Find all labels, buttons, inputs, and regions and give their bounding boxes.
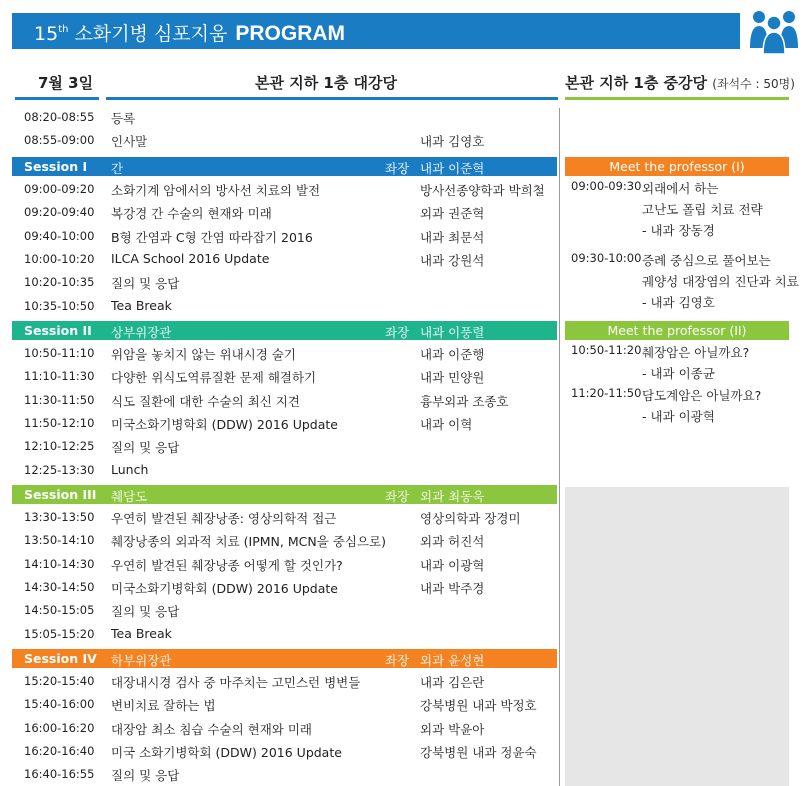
speaker: 방사선종양학과 박희철	[420, 183, 545, 198]
side-hall-underline	[565, 97, 789, 100]
time-slot: 10:35-10:50	[24, 298, 95, 313]
session-chair: 외과 윤성현	[420, 653, 485, 668]
speaker: 외과 박윤아	[420, 721, 485, 737]
talk-title: B형 간염과 C형 간염 따라잡기 2016	[111, 229, 313, 245]
talk-title: 변비치료 잘하는 법	[111, 698, 216, 714]
schedule-row	[12, 295, 557, 318]
time-slot: 16:40-16:55	[24, 767, 95, 782]
time-slot: 16:20-16:40	[24, 743, 95, 758]
talk-title: 등록	[111, 111, 136, 126]
schedule-row	[12, 365, 557, 388]
talk-title: 미국소화기병학회 (DDW) 2016 Update	[111, 416, 338, 432]
side-item-text: 증례 중심으로 풀어보는	[642, 253, 771, 268]
time-slot: 09:20-09:40	[24, 205, 95, 220]
speaker: 강북병원 내과 정윤숙	[420, 744, 537, 760]
time-slot: 09:30-10:00	[571, 251, 642, 265]
speaker: 내과 최문석	[420, 229, 485, 245]
speaker: 내과 김영호	[420, 134, 485, 150]
time-slot: 10:50-11:20	[571, 343, 642, 357]
program-label: PROGRAM	[235, 22, 346, 45]
session-name: Session IV	[24, 651, 97, 666]
session-title: 상부위장관	[111, 325, 172, 340]
side-hall-capacity: (좌석수 : 50명)	[712, 77, 795, 91]
time-slot: 14:50-15:05	[24, 603, 95, 618]
session-header	[12, 321, 557, 340]
speaker: 내과 이준행	[420, 347, 485, 362]
date-underline	[15, 97, 99, 100]
side-item-text: 담도계암은 아닐까요?	[642, 388, 762, 403]
speaker: 내과 박주경	[420, 580, 485, 596]
time-slot: 11:30-11:50	[24, 392, 95, 407]
talk-title: 질의 및 응답	[111, 768, 180, 784]
date-header: 7월 3일	[38, 74, 94, 92]
speaker: 내과 강원석	[420, 252, 485, 268]
talk-title: 인사말	[111, 134, 148, 150]
speaker: 내과 이광혁	[420, 557, 485, 573]
schedule-row	[12, 435, 557, 458]
time-slot: 16:00-16:20	[24, 720, 95, 735]
speaker: 흉부외과 조종호	[420, 393, 509, 409]
time-slot: 12:25-13:30	[24, 462, 95, 477]
schedule-row	[12, 106, 557, 129]
schedule-row	[12, 459, 557, 482]
main-hall-underline	[106, 97, 558, 100]
session-chair: 내과 이준혁	[420, 161, 485, 176]
schedule-row	[12, 342, 557, 365]
talk-title: Tea Break	[111, 297, 172, 313]
session-chair: 내과 이풍렬	[420, 325, 485, 340]
talk-title: 우연히 발견된 췌장낭종 어떻게 할 것인가?	[111, 557, 343, 573]
speaker: 강북병원 내과 박정호	[420, 698, 537, 714]
schedule-row	[12, 506, 557, 529]
speaker: 외과 권준혁	[420, 206, 485, 222]
schedule-row	[12, 529, 557, 552]
title-suffix: th	[58, 24, 69, 35]
schedule-row	[12, 576, 557, 599]
schedule-row	[12, 553, 557, 576]
title-text: 소화기병 심포지움	[68, 23, 228, 45]
side-item-text: 고난도 폴립 치료 전략	[642, 202, 763, 217]
schedule-row	[12, 225, 557, 248]
schedule-row	[12, 201, 557, 224]
schedule-row	[12, 670, 557, 693]
schedule-row	[12, 740, 557, 763]
speaker: 내과 이혁	[420, 416, 473, 432]
talk-title: 다양한 위식도역류질환 문제 해결하기	[111, 370, 317, 386]
schedule-row	[12, 693, 557, 716]
schedule-row	[12, 389, 557, 412]
chair-label: 좌장	[385, 161, 410, 176]
time-slot: 11:50-12:10	[24, 415, 95, 430]
talk-title: 우연히 발견된 췌장낭종: 영상의학적 접근	[111, 511, 337, 526]
meet-professor-header: Meet the professor (II)	[565, 321, 789, 340]
chair-label: 좌장	[385, 489, 410, 504]
talk-title: Lunch	[111, 461, 149, 477]
side-item-text: - 내과 이광혁	[642, 409, 715, 424]
meet-professor-header: Meet the professor (I)	[565, 157, 789, 176]
program-banner	[12, 13, 740, 49]
time-slot: 14:10-14:30	[24, 556, 95, 571]
side-hall-header	[565, 72, 795, 93]
schedule-row	[12, 717, 557, 740]
time-slot: 12:10-12:25	[24, 439, 95, 454]
speaker: 내과 김은란	[420, 675, 485, 690]
main-hall-header: 본관 지하 1층 대강당	[255, 74, 398, 92]
chair-label: 좌장	[385, 653, 410, 668]
time-slot: 14:30-14:50	[24, 579, 95, 594]
time-slot: 08:20-08:55	[24, 110, 95, 124]
talk-title: ILCA School 2016 Update	[111, 250, 270, 266]
time-slot: 10:00-10:20	[24, 251, 95, 266]
speaker: 내과 민양원	[420, 370, 485, 386]
session-header	[12, 649, 557, 668]
talk-title: 질의 및 응답	[111, 276, 180, 292]
time-slot: 13:50-14:10	[24, 533, 95, 548]
talk-title: 대장암 최소 침습 수술의 현재와 미래	[111, 721, 312, 737]
side-item-text: - 내과 장동경	[642, 223, 715, 238]
talk-title: 질의 및 응답	[111, 440, 180, 456]
speaker: 외과 허진석	[420, 534, 485, 550]
session-title: 하부위장관	[111, 653, 172, 668]
time-slot: 15:40-16:00	[24, 697, 95, 712]
talk-title: 식도 질환에 대한 수술의 최신 지견	[111, 393, 300, 409]
title-number: 15	[34, 23, 59, 45]
time-slot: 15:05-15:20	[24, 626, 95, 641]
time-slot: 09:00-09:20	[24, 182, 95, 196]
side-item-text: - 내과 이종균	[642, 366, 715, 381]
session-name: Session III	[24, 487, 97, 502]
schedule-row	[12, 271, 557, 294]
talk-title: Tea Break	[111, 625, 172, 641]
time-slot: 08:55-09:00	[24, 133, 95, 148]
time-slot: 09:00-09:30	[571, 179, 642, 193]
session-title: 췌담도	[111, 489, 148, 504]
talk-title: 대장내시경 검사 중 마주치는 고민스런 병변들	[111, 675, 361, 690]
side-item-text: 췌장암은 아닐까요?	[642, 345, 750, 360]
time-slot: 15:20-15:40	[24, 674, 95, 688]
talk-title: 위암을 놓치지 않는 위내시경 술기	[111, 347, 296, 362]
empty-side-area	[565, 487, 789, 786]
time-slot: 11:20-11:50	[571, 386, 642, 400]
session-name: Session II	[24, 323, 92, 338]
talk-title: 소화기계 암에서의 방사선 치료의 발전	[111, 183, 321, 198]
time-slot: 09:40-10:00	[24, 228, 95, 243]
time-slot: 10:50-11:10	[24, 346, 95, 360]
people-group-icon	[748, 8, 800, 54]
schedule-row	[12, 248, 557, 271]
session-chair: 외과 최동욱	[420, 489, 485, 504]
speaker: 영상의학과 장경미	[420, 511, 521, 526]
time-slot: 11:10-11:30	[24, 369, 95, 384]
side-item-text: - 내과 김영호	[642, 295, 715, 310]
schedule-row	[12, 763, 557, 786]
session-title: 간	[111, 161, 124, 176]
schedule-row	[12, 129, 557, 152]
schedule-row	[12, 623, 557, 646]
talk-title: 췌장낭종의 외과적 치료 (IPMN, MCN을 중심으로)	[111, 534, 386, 550]
side-item-text: 외래에서 하는	[642, 181, 719, 196]
time-slot: 13:30-13:50	[24, 510, 95, 524]
session-header	[12, 157, 557, 176]
side-item-text: 궤양성 대장염의 진단과 치료	[642, 274, 799, 289]
side-hall-name: 본관 지하 1층 중강당	[565, 74, 708, 92]
time-slot: 10:20-10:35	[24, 275, 95, 290]
schedule-row	[12, 412, 557, 435]
talk-title: 질의 및 응답	[111, 604, 180, 620]
session-header	[12, 485, 557, 504]
talk-title: 미국 소화기병학회 (DDW) 2016 Update	[111, 744, 342, 760]
column-divider	[559, 108, 560, 786]
page-title	[34, 19, 345, 46]
schedule-row	[12, 599, 557, 622]
session-name: Session I	[24, 159, 88, 174]
talk-title: 미국소화기병학회 (DDW) 2016 Update	[111, 580, 338, 596]
schedule-row	[12, 178, 557, 201]
chair-label: 좌장	[385, 325, 410, 340]
talk-title: 복강경 간 수술의 현재와 미래	[111, 206, 272, 222]
